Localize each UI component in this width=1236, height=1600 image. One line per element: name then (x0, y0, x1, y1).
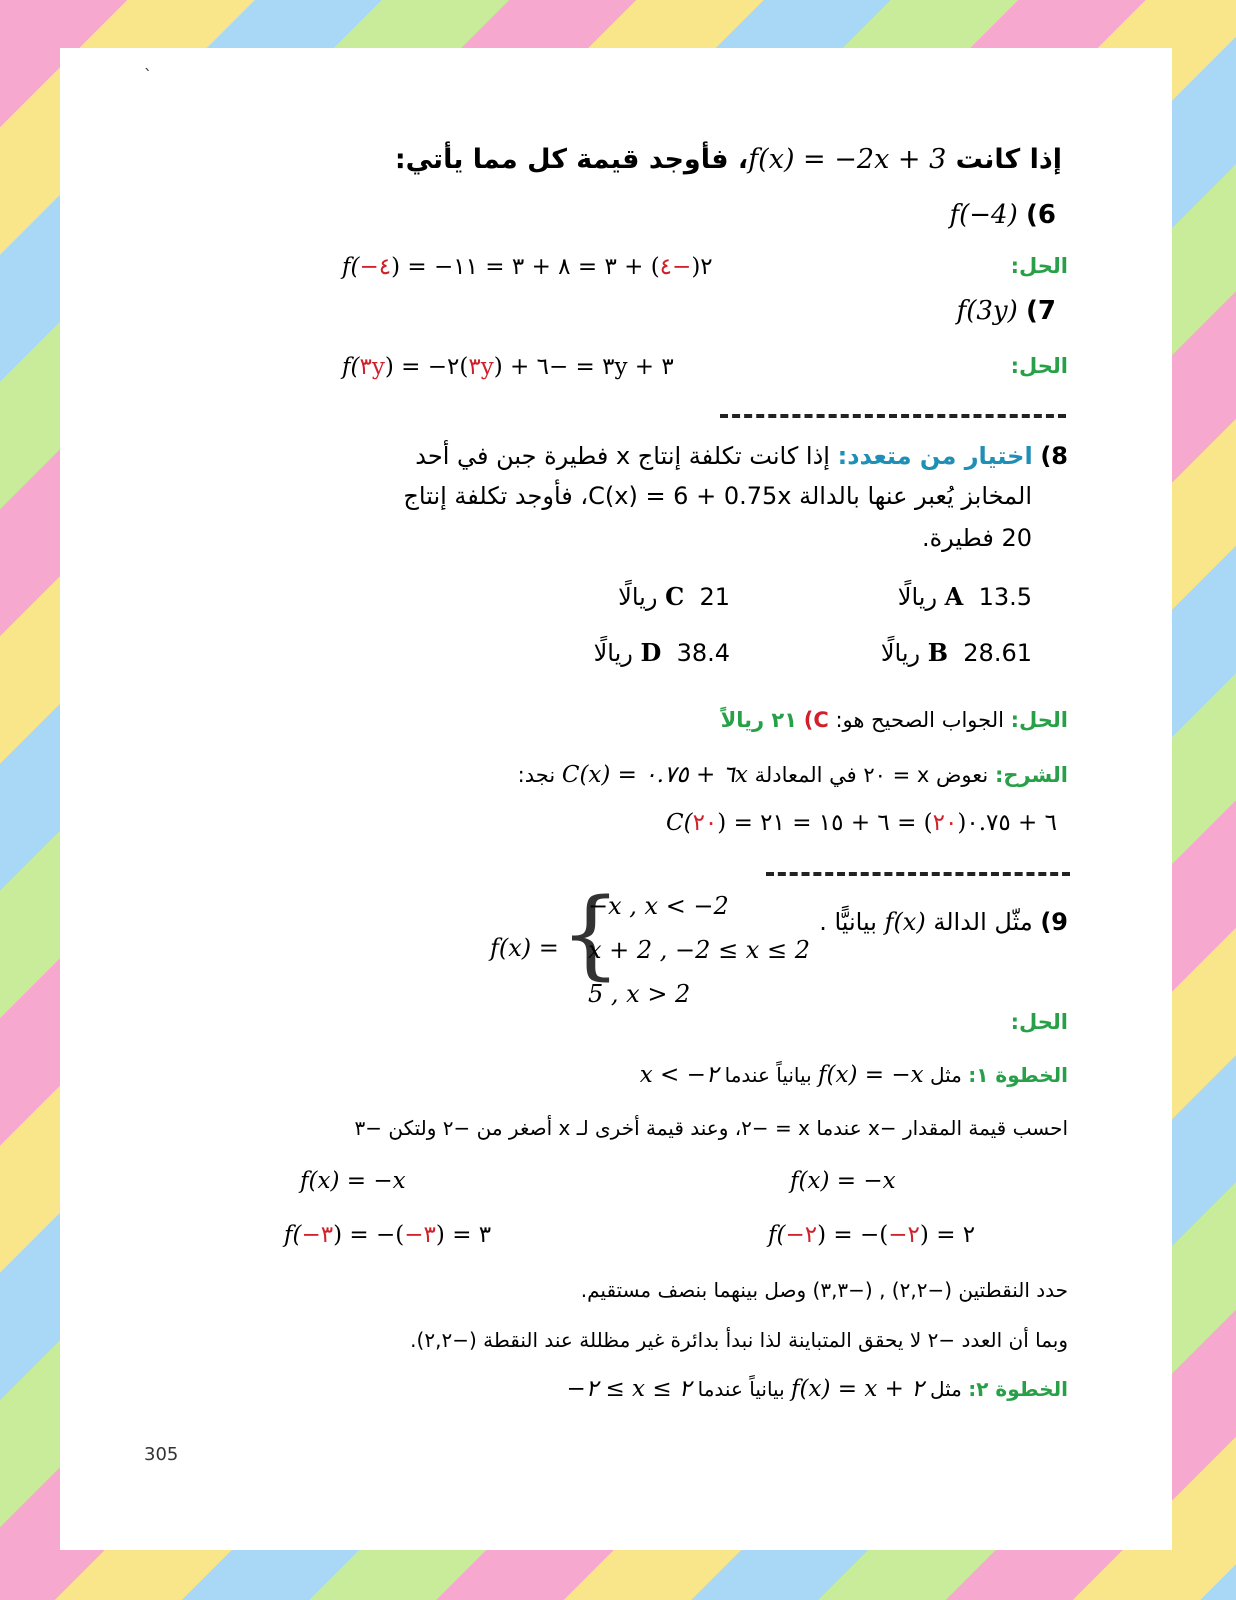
intro-prefix: إذا كانت (946, 144, 1062, 175)
q8-calculation: C(٢٠) = ٦ + ٠.٧٥(٢٠) = ٦ + ١٥ = ٢١ (666, 810, 1057, 836)
q7-prompt (957, 296, 1056, 326)
piece-1: −x , x < −2 (588, 892, 729, 920)
q9-solution-label: الحل: (1010, 1010, 1068, 1034)
q8-line2: المخابز يُعبر عنها بالدالة C(x) = 6 + 0.75x، فأوجد تكلفة إنتاج (403, 482, 1032, 510)
right-eval: f(−٢) = −(−٢) = ٢ (768, 1222, 976, 1248)
intro-line (395, 144, 1062, 175)
page-number: 305 (144, 1444, 179, 1465)
q8-line3: 20 فطيرة. (921, 524, 1032, 552)
q8-tag: اختيار من متعدد: (837, 442, 1033, 470)
divider-1 (720, 414, 1066, 418)
q6-number: 6) (1026, 200, 1056, 230)
intro-function: f(x) = −2x + 3 (748, 144, 947, 175)
q8-option-b: B 28.61 ريالًا (880, 638, 1032, 667)
q8-text-1: إذا كانت تكلفة إنتاج x فطيرة جبن في أحد (415, 442, 830, 470)
piece-2: x + 2 , −2 ≤ x ≤ 2 (588, 936, 810, 964)
q8-option-d: D 38.4 ريالًا (593, 638, 730, 667)
worksheet-page (60, 48, 1172, 1550)
q8-explanation: الشرح: نعوض x = ٢٠ في المعادلة C(x) = ٦ + ٠.٧٥x نجد: (517, 762, 1068, 788)
left-fx: f(x) = −x (300, 1168, 406, 1194)
divider-2 (766, 872, 1070, 876)
q7-solution-label: الحل: (1010, 354, 1068, 378)
q8-line1 (415, 442, 1068, 470)
piecewise-label: f(x) = (490, 934, 559, 962)
q8-option-a: A 13.5 ريالًا (897, 582, 1032, 611)
step1-calc-line: احسب قيمة المقدار −x عندما x = −٢، وعند قيمة أخرى لـ x أصغر من −٢ ولتكن −٣ (354, 1116, 1068, 1140)
step1-line: الخطوة ١: مثل f(x) = −x بيانياً عندما x < −٢ (639, 1062, 1068, 1088)
left-eval: f(−٣) = −(−٣) = ٣ (284, 1222, 492, 1248)
right-fx: f(x) = −x (790, 1168, 896, 1194)
circle-line: وبما أن العدد −٢ لا يحقق المتباينة لذا نبدأ بدائرة غير مظللة عند النقطة (−٢,٢). (410, 1328, 1068, 1352)
q6-prompt (950, 200, 1057, 230)
intro-suffix: ، فأوجد قيمة كل مما يأتي: (394, 144, 749, 175)
step2-line: الخطوة ٢: مثل f(x) = x + ٢ بيانياً عندما −٢ ≤ x ≤ ٢ (566, 1376, 1068, 1402)
stray-mark: ` (144, 66, 152, 85)
q9-number: 9) (1040, 908, 1068, 936)
q6-solution: f(−٤) = −٢(−٤) + ٣ = ٨ + ٣ = ١١ (342, 254, 713, 280)
piece-3: 5 , x > 2 (588, 980, 691, 1008)
q7-number: 7) (1026, 296, 1056, 326)
q6-solution-label: الحل: (1010, 254, 1068, 278)
points-line: حدد النقطتين (−٢,٢) , (−٣,٣) وصل بينهما بنصف مستقيم. (580, 1278, 1068, 1302)
q7-expression: f(3y) (956, 296, 1018, 326)
q7-solution: f(٣y) = −٢(٣y) + ٣ = −٦y + ٣ (342, 354, 674, 380)
q9-prompt: 9) مثّل الدالة f(x) بيانيًّا . (819, 908, 1068, 936)
q8-option-c: C 21 ريالًا (618, 582, 730, 611)
piecewise-brace: { (560, 878, 622, 990)
q8-number: 8) (1040, 442, 1068, 470)
q8-answer: الحل: الجواب الصحيح هو: C) ٢١ ريالاً (720, 708, 1068, 732)
q6-expression: f(−4) (949, 200, 1018, 230)
